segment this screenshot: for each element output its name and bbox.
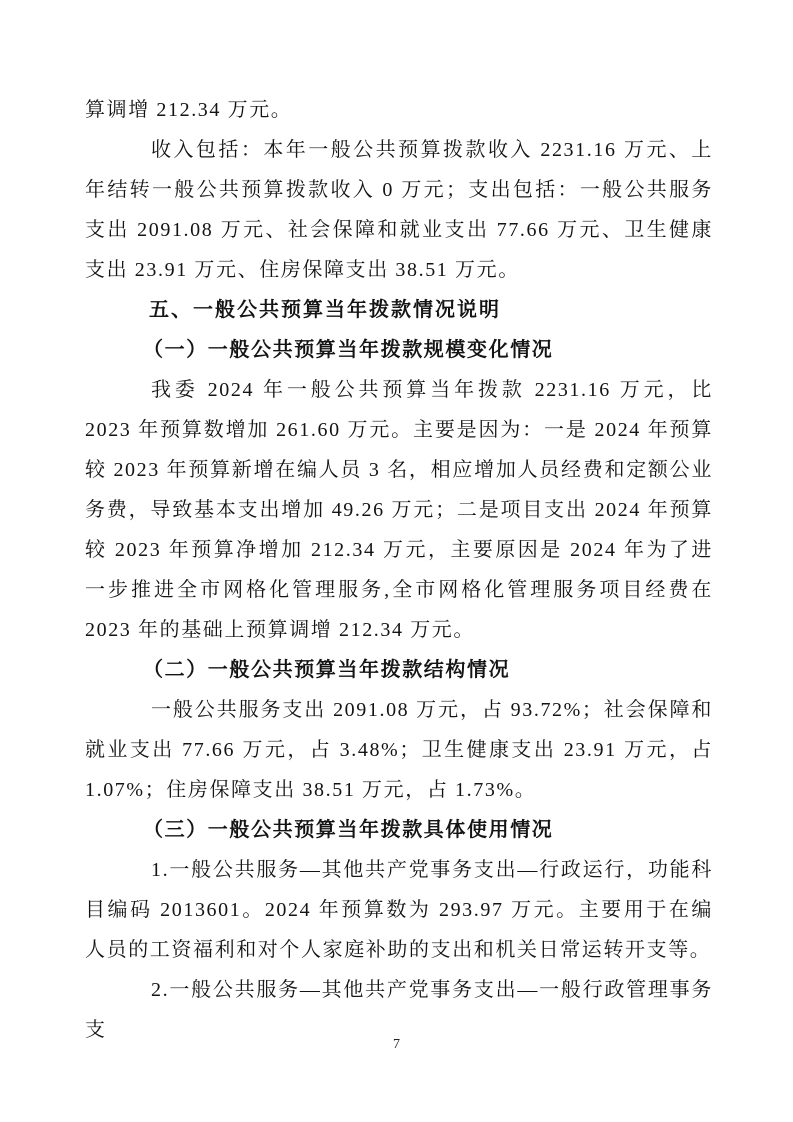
paragraph-carryover-adjustment: 算调增 212.34 万元。 bbox=[85, 99, 293, 121]
page-number: 7 bbox=[393, 1037, 400, 1052]
paragraph-structure-detail: 一般公共服务支出 2091.08 万元，占 93.72%；社会保障和就业支出 77.66 万元，占 3.48%；卫生健康支出 23.91 万元，占 1.07%；住房保障支出 38.51 万元，占 1.73%。 bbox=[85, 699, 713, 801]
paragraph-usage-item-2: 2.一般公共服务—其他共产党事务支出—一般行政管理事务支 bbox=[85, 979, 713, 1041]
document-body bbox=[85, 90, 713, 1050]
paragraph-scale-change-detail: 我委 2024 年一般公共预算当年拨款 2231.16 万元，比 2023 年预算数增加 261.60 万元。主要是因为：一是 2024 年预算较 2023 年预算新增在编人员 3 名，相应增加人员经费和定额公业务费，导致基本支出增加 49.26 万元；二是项目支出 2024 年预算较 2023 年预算净增加 212.34 万元，主要原因是 2024 年为了进一步推进全市网格化管理服务,全市网格化管理服务项目经费在 2023 年的基础上预算调增 212.34 万元。 bbox=[85, 379, 713, 641]
heading-section-five: 五、一般公共预算当年拨款情况说明 bbox=[149, 299, 501, 321]
paragraph-usage-item-1: 1.一般公共服务—其他共产党事务支出—行政运行，功能科目编码 2013601。2024 年预算数为 293.97 万元。主要用于在编人员的工资福利和对个人家庭补助的支出和机关日常运转开支等。 bbox=[85, 859, 713, 961]
heading-subsection-two-structure: （二）一般公共预算当年拨款结构情况 bbox=[143, 659, 511, 681]
paragraph-income-expense-summary: 收入包括：本年一般公共预算拨款收入 2231.16 万元、上年结转一般公共预算拨款收入 0 万元；支出包括：一般公共服务支出 2091.08 万元、社会保障和就业支出 77.66 万元、卫生健康支出 23.91 万元、住房保障支出 38.51 万元。 bbox=[85, 139, 713, 281]
heading-subsection-three-usage: （三）一般公共预算当年拨款具体使用情况 bbox=[143, 819, 554, 841]
page-footer bbox=[0, 1034, 793, 1056]
heading-subsection-one-scale-change: （一）一般公共预算当年拨款规模变化情况 bbox=[143, 339, 554, 361]
